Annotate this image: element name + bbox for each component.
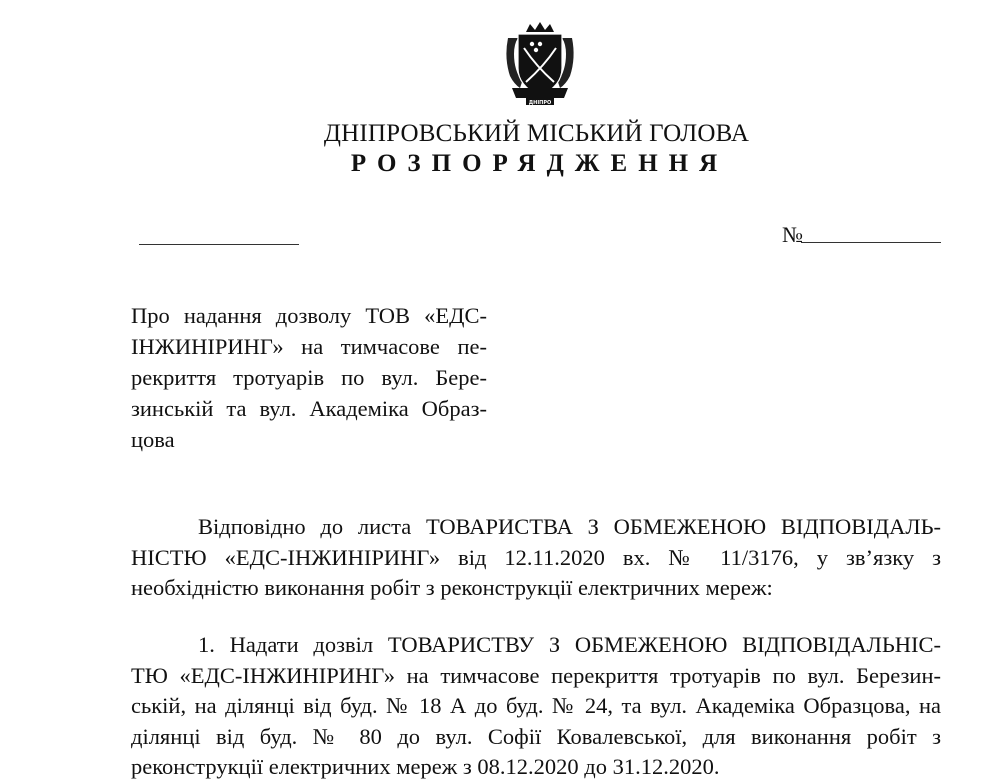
number-blank-line bbox=[801, 242, 941, 243]
subject-line: ІНЖИНІРИНГ» на тимчасове пе- bbox=[131, 334, 487, 359]
paragraph-line: ТЮ «ЕДС-ІНЖИНІРИНГ» на тимчасове перекриття тротуарів по вул. Березин- bbox=[131, 662, 941, 688]
paragraph-line: ділянці від буд. № 80 до вул. Софії Ковалевської, для виконання робіт з bbox=[131, 723, 941, 749]
subject-line: зинській та вул. Академіка Образ- bbox=[131, 396, 487, 421]
coat-of-arms-icon bbox=[502, 18, 578, 106]
paragraph-line: реконструкції електричних мереж з 08.12.2020 до 31.12.2020. bbox=[131, 754, 720, 779]
number-label: № bbox=[782, 222, 803, 247]
subject-line: рекриття тротуарів по вул. Бере- bbox=[131, 365, 487, 390]
preamble-paragraph bbox=[131, 512, 941, 604]
paragraph-line: необхідністю виконання робіт з реконструкції електричних мереж: bbox=[131, 575, 773, 600]
clause-1-paragraph bbox=[131, 630, 941, 783]
paragraph-line: Відповідно до листа ТОВАРИСТВА З ОБМЕЖЕНОЮ ВІДПОВІДАЛЬ- bbox=[198, 514, 941, 539]
paragraph-line: 1. Надати дозвіл ТОВАРИСТВУ З ОБМЕЖЕНОЮ ВІДПОВІДАЛЬНІС- bbox=[198, 632, 941, 657]
svg-text:ДНІПРО: ДНІПРО bbox=[528, 100, 552, 106]
subject-line: Про надання дозволу ТОВ «ЕДС- bbox=[131, 303, 487, 328]
paragraph-line: ській, на ділянці від буд. № 18 А до буд. № 24, та вул. Академіка Образцова, на bbox=[131, 693, 941, 718]
document-subject bbox=[131, 300, 487, 455]
issuing-authority: ДНІПРОВСЬКИЙ МІСЬКИЙ ГОЛОВА bbox=[323, 120, 750, 147]
paragraph-line: НІСТЮ «ЕДС-ІНЖИНІРИНГ» від 12.11.2020 вх. № 11/3176, у зв’язку з bbox=[131, 544, 941, 570]
date-blank-line bbox=[139, 244, 299, 245]
document-type: РОЗПОРЯДЖЕННЯ bbox=[350, 150, 729, 177]
subject-line: цова bbox=[131, 427, 175, 452]
